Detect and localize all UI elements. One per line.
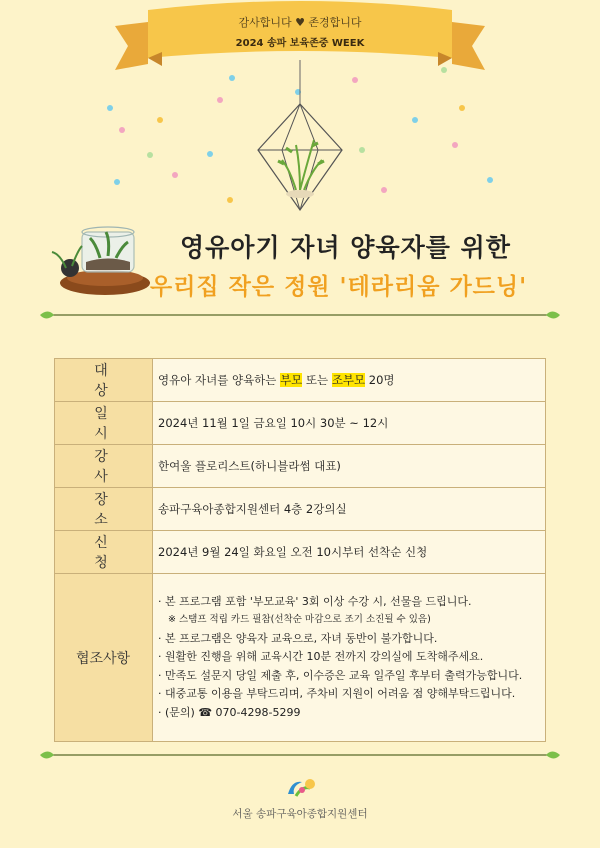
glass-terrarium-icon [52, 227, 150, 295]
center-logo-icon [282, 776, 318, 802]
notes-list [153, 574, 546, 742]
list-item-subnote: ※ 스탬프 적립 카드 필참(선착순 마감으로 조기 소진될 수 있음) [168, 614, 431, 626]
place-label: 장 소 [55, 488, 153, 531]
date-label: 일 시 [55, 402, 153, 445]
instructor-value: 한여울 플로리스트(하니블라썸 대표) [153, 445, 546, 488]
place-value: 송파구육아종합지원센터 4층 2강의실 [153, 488, 546, 531]
table-row-target [55, 359, 546, 402]
table-row-instructor [55, 445, 546, 488]
notes-label: 협조사항 [55, 574, 153, 742]
hanging-terrarium-icon [258, 60, 342, 210]
apply-label: 신 청 [55, 531, 153, 574]
vine-divider-top [40, 308, 560, 322]
highlight-parents: 부모 [280, 373, 303, 387]
program-info-table [54, 358, 546, 742]
table-row-place [55, 488, 546, 531]
date-value: 2024년 11월 1일 금요일 10시 30분 ~ 12시 [153, 402, 546, 445]
list-item: · (문의) ☎ 070-4298-5299 [158, 705, 301, 719]
banner-event-name: 2024 송파 보육존중 WEEK [235, 38, 365, 49]
title-line-1: 영유아기 자녀 양육자를 위한 [180, 233, 511, 262]
list-item: · 본 프로그램은 양육자 교육으로, 자녀 동반이 불가합니다. [158, 631, 438, 645]
list-item: · 만족도 설문지 당일 제출 후, 이수증은 교육 일주일 후부터 출력가능합니다. [158, 668, 523, 682]
table-row-apply [55, 531, 546, 574]
vine-divider-bottom [40, 748, 560, 762]
target-value: 영유아 자녀를 양육하는 부모 또는 조부모 20명 [153, 359, 546, 402]
list-item: · 대중교통 이용을 부탁드리며, 주차비 지원이 어려움 점 양해부탁드립니다. [158, 687, 516, 701]
organization-name: 서울 송파구육아종합지원센터 [232, 808, 368, 820]
title-line-2: 우리집 작은 정원 '테라리움 가드닝' [150, 274, 528, 300]
list-item: · 본 프로그램 포함 '부모교육' 3회 이상 수강 시, 선물을 드립니다. [158, 594, 472, 608]
table-row-notes [55, 574, 546, 742]
banner-slogan: 감사합니다 ♥ 존경합니다 [238, 16, 362, 29]
table-row-date [55, 402, 546, 445]
highlight-grandparents: 조부모 [331, 373, 366, 387]
list-item: · 원활한 진행을 위해 교육시간 10분 전까지 강의실에 도착해주세요. [158, 650, 484, 664]
target-label: 대 상 [55, 359, 153, 402]
instructor-label: 강 사 [55, 445, 153, 488]
apply-value: 2024년 9월 24일 화요일 오전 10시부터 선착순 신청 [153, 531, 546, 574]
